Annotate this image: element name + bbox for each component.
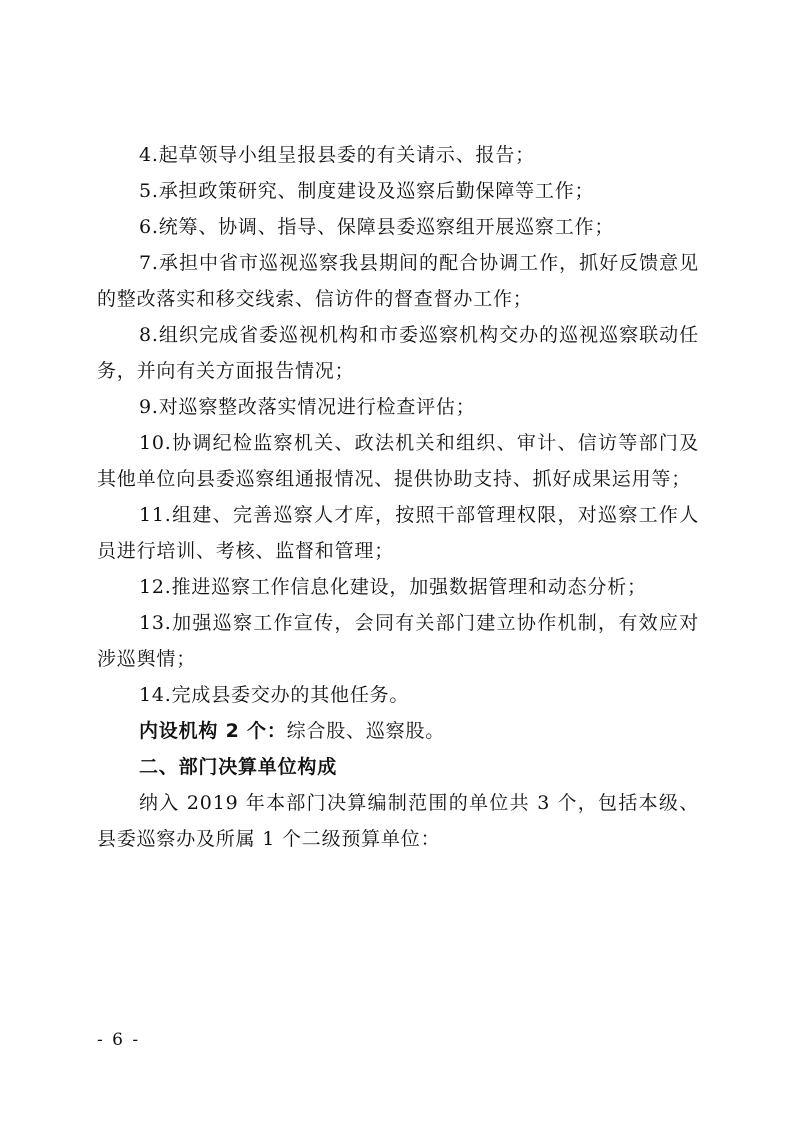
duty-item-13: 13.加强巡察工作宣传，会同有关部门建立协作机制，有效应对涉巡舆情； [97, 612, 699, 670]
duty-item-9: 9.对巡察整改落实情况进行检查评估； [139, 396, 476, 418]
section-heading: 二、部门决算单位构成 [139, 756, 338, 778]
duty-item-7: 7.承担中省市巡视巡察我县期间的配合协调工作，抓好反馈意见的整改落实和移交线索、信访件的督查督办工作； [97, 252, 699, 310]
duty-item-11: 11.组建、完善巡察人才库，按照干部管理权限，对巡察工作人员进行培训、考核、监督和管理； [97, 504, 699, 562]
duty-item-8: 8.组织完成省委巡视机构和市委巡察机构交办的巡视巡察联动任务，并向有关方面报告情况； [97, 324, 699, 382]
section-paragraph: 纳入 2019 年本部门决算编制范围的单位共 3 个，包括本级、县委巡察办及所属 1 个二级预算单位： [97, 792, 699, 850]
internal-units-paragraph [97, 713, 699, 749]
duty-item-10: 10.协调纪检监察机关、政法机关和组织、审计、信访等部门及其他单位向县委巡察组通报情况、提供协助支持、抓好成果运用等； [97, 432, 699, 490]
internal-units-text: 综合股、巡察股。 [286, 720, 446, 742]
document-body [97, 137, 699, 857]
duty-item-14: 14.完成县委交办的其他任务。 [139, 684, 410, 706]
duty-item-5: 5.承担政策研究、制度建设及巡察后勤保障等工作； [139, 180, 595, 202]
duty-item-6: 6.统筹、协调、指导、保障县委巡察组开展巡察工作； [139, 216, 615, 238]
page-number: - 6 - [97, 1030, 141, 1050]
internal-units-label: 内设机构 2 个： [139, 720, 287, 742]
duty-item-12: 12.推进巡察工作信息化建设，加强数据管理和动态分析； [139, 576, 647, 598]
duty-item-4: 4.起草领导小组呈报县委的有关请示、报告； [139, 144, 535, 166]
